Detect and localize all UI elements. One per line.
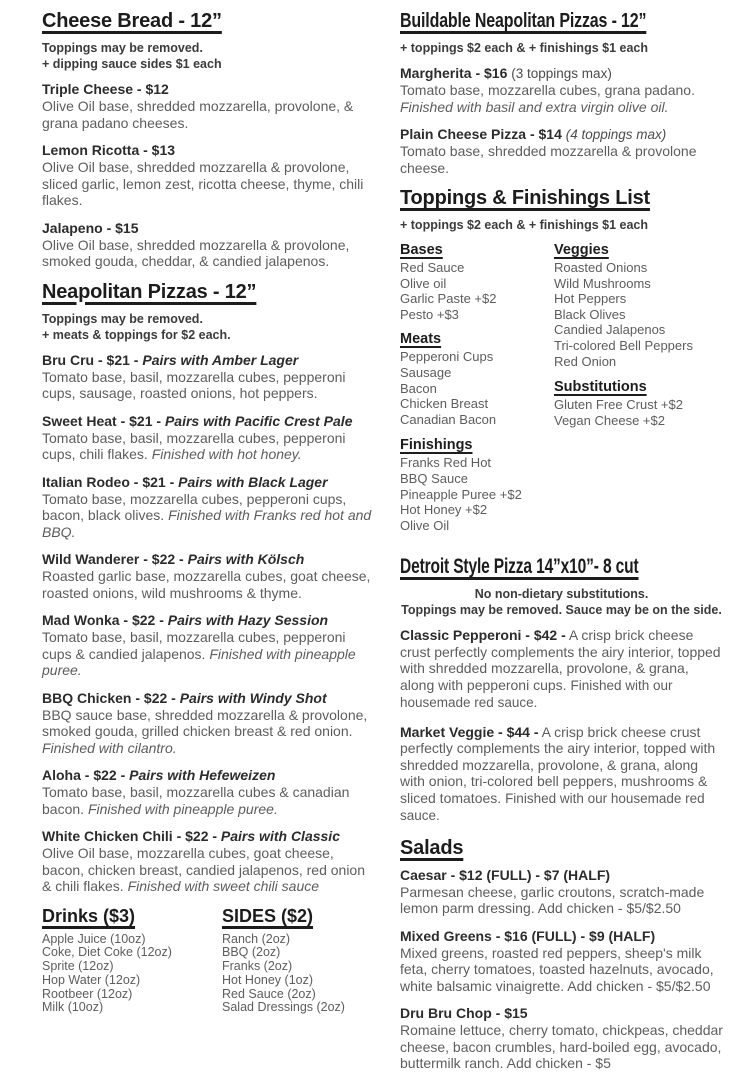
toppings-column-right (554, 242, 723, 542)
drink-list-item: Apple Juice (10oz) (42, 931, 146, 946)
item-name (42, 413, 376, 430)
menu-item (42, 413, 376, 463)
section-drinks (42, 906, 222, 1016)
menu-item (400, 928, 723, 995)
topping-list-item: Garlic Paste +$2 (400, 291, 497, 307)
side-list-item: Salad Dressings (2oz) (222, 1000, 345, 1015)
item-desc-text: Tomato base, shredded mozzarella & provolone cheese. (400, 143, 697, 176)
item-name (42, 690, 376, 707)
item-desc-text: Tomato base, basil, mozzarella cubes, pepperoni cups, sausage, roasted onions, hot peppers. (42, 368, 346, 401)
menu-note: + toppings $2 each & + finishings $1 each (400, 218, 648, 232)
menu-note: Toppings may be removed. (42, 41, 203, 55)
finish-note: Finished with cilantro. (42, 739, 177, 756)
item-name: Lemon Ricotta - $13 (42, 142, 176, 158)
beer-pairing-note: Pairs with Windy Shot (179, 689, 327, 706)
beer-pairing-note: Pairs with Hazy Session (167, 612, 329, 628)
finish-note: Finished with our housemade red sauce. (400, 790, 705, 824)
group-veggies (554, 242, 723, 369)
topping-list-item: Olive oil (400, 275, 447, 291)
menu-item (42, 828, 376, 895)
drinks-title: Drinks ($3) (42, 905, 136, 926)
menu-item (400, 867, 723, 917)
topping-list-item: Chicken Breast (400, 396, 489, 412)
group-substitutions (554, 379, 723, 428)
finishings-list (400, 455, 554, 533)
section-detroit-pizza (400, 555, 723, 825)
item-description (400, 82, 723, 115)
item-name-text: White Chicken Chili - $22 - (42, 828, 218, 844)
finishings-title: Finishings (400, 437, 473, 454)
section-sides (222, 906, 376, 1016)
side-list-item: BBQ (2oz) (222, 945, 281, 960)
beer-pairing-note: Pairs with Black Lager (178, 473, 328, 490)
topping-list-item: Canadian Bacon (400, 411, 497, 427)
drink-list-item: Sprite (12oz) (42, 959, 114, 974)
item-name: Jalapeno - $15 (42, 219, 139, 236)
item-name (42, 767, 376, 784)
sides-title: SIDES ($2) (222, 905, 314, 926)
topping-list-item: Roasted Onions (554, 260, 648, 275)
drink-list-item: Coke, Diet Coke (12oz) (42, 945, 172, 960)
item-name: Caesar - $12 (FULL) - $7 (HALF) (400, 866, 611, 883)
menu-item (42, 690, 376, 757)
toppings-notes (400, 217, 723, 233)
item-name (400, 126, 723, 143)
item-description (42, 629, 376, 679)
item-description: Olive Oil base, shredded mozzarella & provolone, smoked gouda, cheddar, & candied jalapenos. (42, 236, 350, 269)
item-name-text: Mad Wonka - $22 - (42, 612, 164, 628)
drink-list-item: Hop Water (12oz) (42, 972, 141, 987)
item-desc-text: A crisp brick cheese crust perfectly complements the airy interior, topped with shredded mozzarella, provolone, & grana, along with onion, tri-colored bell peppers, mushrooms & sliced tomatoes. (400, 723, 716, 806)
menu-item (42, 220, 376, 270)
finish-note: Finished with our housemade red sauce. (400, 677, 673, 711)
item-description: Mixed greens, roasted red peppers, sheep's milk feta, cherry tomatoes, toasted hazelnuts, avocado, white balsamic vinaigrette. Add chicken - $5/$2.50 (400, 944, 714, 994)
menu-note: + meats & toppings for $2 each. (42, 327, 231, 342)
menu-note: + toppings $2 each & + finishings $1 each (400, 41, 648, 55)
substitutions-title: Substitutions (554, 379, 647, 396)
topping-list-item: Bacon (400, 380, 437, 396)
substitutions-list (554, 397, 723, 428)
beer-pairing-note: Pairs with Kölsch (187, 551, 305, 567)
menu-note: Toppings may be removed. (42, 311, 203, 326)
right-column (400, 10, 723, 1083)
menu-item (42, 474, 376, 541)
section-neapolitan-pizzas (42, 281, 376, 895)
menu-item (400, 724, 723, 825)
menu-note: Toppings may be removed. Sauce may be on the side. (401, 603, 722, 618)
menu-item (42, 352, 376, 402)
item-description: Olive Oil base, shredded mozzarella & provolone, sliced garlic, lemon zest, ricotta cheese, thyme, chili flakes. (42, 159, 364, 208)
topping-list-item: Sausage (400, 364, 452, 380)
section-cheese-bread (42, 10, 376, 270)
menu-note: + dipping sauce sides $1 each (42, 57, 222, 71)
topping-list-item: Hot Honey +$2 (400, 502, 488, 518)
topping-list-item: Hot Peppers (554, 291, 627, 307)
drinks-sides-row (42, 906, 376, 1016)
item-description (42, 430, 376, 463)
section-toppings-finishings (400, 187, 723, 542)
item-desc-text: Olive Oil base, mozzarella cubes, goat cheese, bacon, chicken breast, candied jalapenos, red onion & chili flakes. (42, 845, 365, 894)
topping-list-item: Gluten Free Crust +$2 (554, 397, 683, 413)
topping-list-item: Olive Oil (400, 517, 450, 533)
finish-note: Finished with Franks red hot and BBQ. (42, 507, 372, 540)
topping-list-item: Red Sauce (400, 260, 465, 275)
toppings-max-note: (3 toppings max) (511, 66, 612, 81)
item-desc-text: Roasted garlic base, mozzarella cubes, goat cheese, roasted onions, wild mushrooms & thyme. (42, 568, 371, 601)
item-name: Mixed Greens - $16 (FULL) - $9 (HALF) (400, 927, 656, 944)
item-description: Romaine lettuce, cherry tomato, chickpeas, cheddar cheese, bacon crumbles, hard-boiled egg, avocado, buttermilk ranch. Add chicken - $5 (400, 1022, 723, 1072)
topping-list-item: Red Onion (554, 353, 617, 369)
toppings-max-note: (4 toppings max) (565, 127, 667, 142)
buildable-title: Buildable Neapolitan Pizzas - 12” (400, 10, 647, 32)
meats-list (400, 349, 554, 427)
item-name: Dru Bru Chop - $15 (400, 1005, 528, 1022)
topping-list-item: Candied Jalapenos (554, 322, 666, 338)
menu-note: No non-dietary substitutions. (474, 587, 649, 602)
item-name: Triple Cheese - $12 (42, 81, 169, 97)
item-description (42, 568, 376, 601)
side-list-item: Franks (2oz) (222, 959, 293, 974)
sides-list (222, 933, 376, 1016)
cheese-bread-notes (42, 40, 376, 72)
group-finishings (400, 437, 554, 533)
cheese-bread-items (42, 81, 376, 270)
item-name-text: Bru Cru - $21 - (42, 351, 139, 368)
item-name-text: Classic Pepperoni - $42 - (400, 627, 566, 644)
left-column (42, 10, 376, 1083)
section-salads (400, 837, 723, 1072)
bases-list (400, 260, 554, 322)
item-name-text: Italian Rodeo - $21 - (42, 473, 175, 490)
topping-list-item: Pineapple Puree +$2 (400, 486, 522, 502)
item-name-text: BBQ Chicken - $22 - (42, 689, 176, 706)
group-bases (400, 242, 554, 322)
item-name-text: Margherita - $16 (400, 65, 508, 81)
topping-list-item: Black Olives (554, 306, 626, 322)
finish-note: Finished with basil and extra virgin olive oil. (400, 98, 669, 115)
item-description (400, 143, 723, 176)
item-description (42, 784, 376, 817)
item-desc-text: Tomato base, basil, mozzarella cubes, pepperoni cups & candied jalapenos. (42, 629, 346, 662)
item-name (400, 65, 723, 82)
bases-title: Bases (400, 242, 443, 258)
item-name-text: Aloha - $22 - (42, 767, 126, 783)
item-name (42, 474, 376, 491)
item-description (42, 491, 376, 541)
item-description (42, 369, 376, 402)
item-name (42, 828, 376, 845)
finish-note: Finished with sweet chili sauce (127, 878, 320, 894)
toppings-list-title: Toppings & Finishings List (400, 187, 650, 209)
toppings-column-left (400, 242, 554, 542)
neapolitan-title: Neapolitan Pizzas - 12” (42, 280, 257, 303)
finish-note: Finished with pineapple puree. (87, 800, 278, 817)
side-list-item: Ranch (2oz) (222, 931, 291, 946)
menu-item (400, 627, 723, 712)
item-desc-text: A crisp brick cheese crust perfectly complements the airy interior, topped with shredded mozzarella, provolone, & grana, along with pepperoni cups. (400, 627, 721, 693)
toppings-columns (400, 242, 723, 542)
finish-note: Finished with hot honey. (151, 446, 302, 462)
detroit-title: Detroit Style Pizza 14”x10”- 8 cut (400, 555, 639, 579)
neapolitan-notes (42, 311, 376, 343)
item-name-text: Market Veggie - $44 - (400, 723, 539, 740)
salad-items (400, 867, 723, 1072)
item-desc-text: BBQ sauce base, shredded mozzarella & provolone, smoked gouda, grilled chicken breast & red onion. (42, 706, 368, 739)
topping-list-item: Pepperoni Cups (400, 349, 494, 365)
item-name (42, 352, 376, 369)
topping-list-item: Wild Mushrooms (554, 275, 651, 291)
item-name-text: Wild Wanderer - $22 - (42, 551, 184, 567)
group-meats (400, 331, 554, 427)
section-buildable-pizzas (400, 10, 723, 176)
item-name (42, 551, 376, 568)
menu-item (42, 612, 376, 679)
beer-pairing-note: Pairs with Amber Lager (142, 351, 299, 368)
item-description (42, 707, 376, 757)
menu-item (42, 81, 376, 131)
detroit-items (400, 627, 723, 825)
item-name (42, 612, 376, 629)
buildable-notes (400, 40, 723, 56)
item-name-text: Sweet Heat - $21 - (42, 412, 162, 429)
finish-note: Finished with pineapple puree. (42, 645, 356, 678)
drink-list-item: Rootbeer (12oz) (42, 986, 133, 1001)
cheese-bread-title: Cheese Bread - 12” (42, 10, 222, 32)
item-description (42, 845, 376, 895)
item-name-text: Plain Cheese Pizza - $14 (400, 126, 562, 142)
item-desc-text: Tomato base, basil, mozzarella cubes & canadian bacon. (42, 784, 350, 817)
item-desc-text: Tomato base, mozzarella cubes, grana padano. (400, 82, 695, 98)
menu-item (42, 142, 376, 209)
menu-item (400, 65, 723, 115)
beer-pairing-note: Pairs with Pacific Crest Pale (164, 412, 353, 429)
menu-item (400, 1005, 723, 1072)
topping-list-item: Pesto +$3 (400, 306, 459, 322)
menu-item (400, 126, 723, 176)
menu-item (42, 551, 376, 601)
item-description: Olive Oil base, shredded mozzarella, provolone, & grana padano cheeses. (42, 98, 354, 131)
beer-pairing-note: Pairs with Hefeweizen (129, 767, 276, 783)
salads-title: Salads (400, 836, 464, 859)
item-desc-text: Tomato base, basil, mozzarella cubes, pepperoni cups, chili flakes. (42, 429, 346, 462)
item-desc-text: Tomato base, mozzarella cubes, pepperoni cups, bacon, black olives. (42, 490, 347, 523)
topping-list-item: BBQ Sauce (400, 470, 468, 486)
topping-list-item: Tri-colored Bell Peppers (554, 337, 693, 353)
side-list-item: Hot Honey (1oz) (222, 972, 314, 987)
topping-list-item: Vegan Cheese +$2 (554, 412, 665, 428)
topping-list-item: Franks Red Hot (400, 455, 492, 471)
meats-title: Meats (400, 331, 442, 348)
menu-item (42, 767, 376, 817)
detroit-notes (400, 586, 723, 618)
item-description: Parmesan cheese, garlic croutons, scratch-made lemon parm dressing. Add chicken - $5/$2.50 (400, 883, 705, 917)
beer-pairing-note: Pairs with Classic (220, 828, 340, 844)
drinks-list (42, 933, 222, 1016)
veggies-title: Veggies (554, 242, 609, 258)
side-list-item: Red Sauce (2oz) (222, 986, 316, 1001)
veggies-list (554, 260, 723, 369)
neapolitan-items (42, 352, 376, 895)
drink-list-item: Milk (10oz) (42, 1000, 104, 1015)
